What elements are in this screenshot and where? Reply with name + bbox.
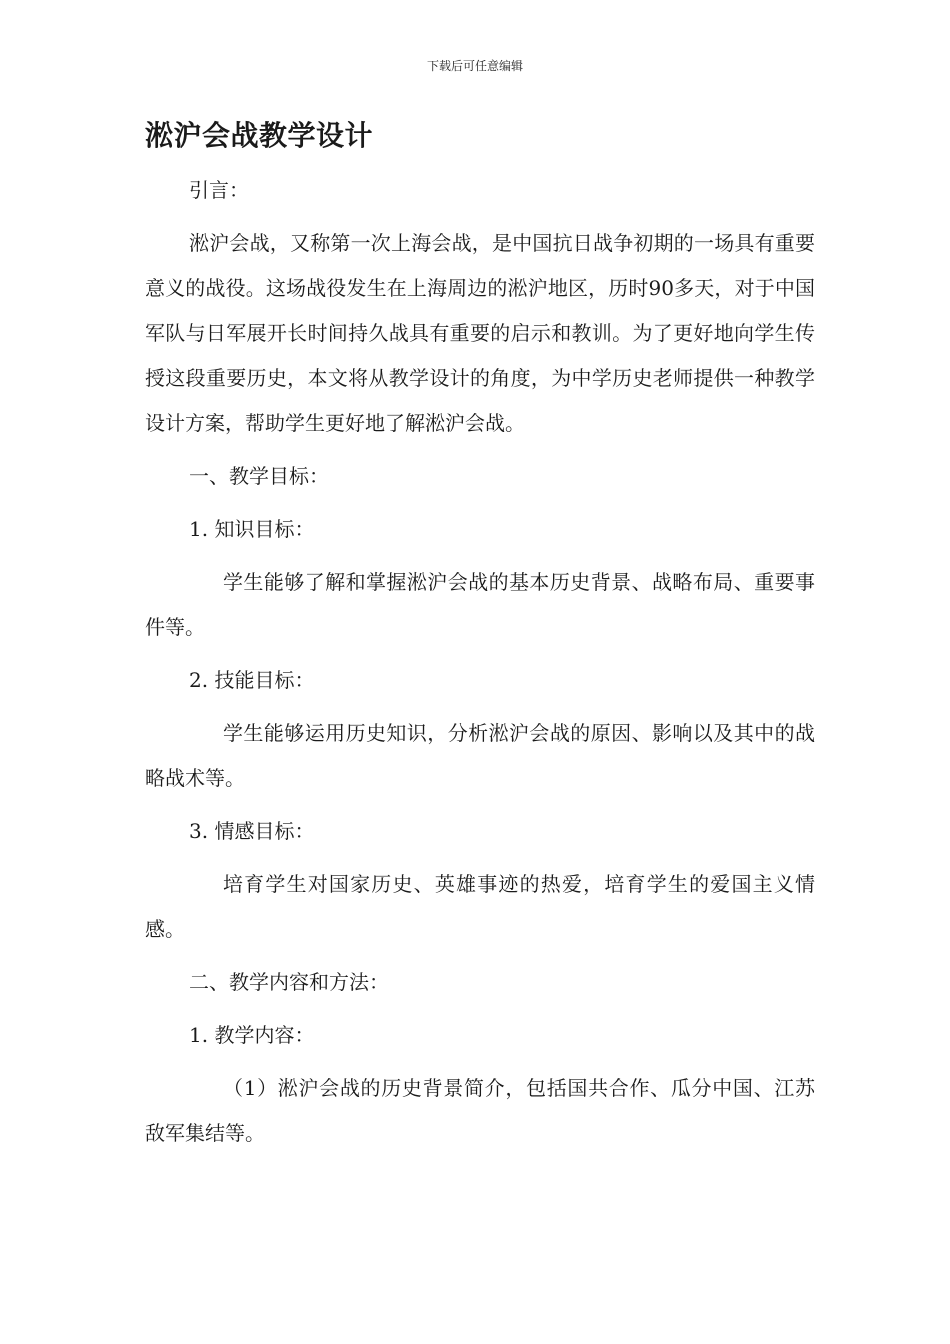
content-1-text: （1）淞沪会战的历史背景简介，包括国共合作、瓜分中国、江苏敌军集结等。 — [145, 1076, 815, 1145]
section2-heading: 二、教学内容和方法： — [189, 970, 389, 994]
objective-3-text: 培育学生对国家历史、英雄事迹的热爱，培育学生的爱国主义情感。 — [145, 872, 815, 941]
content-1-label: 1. 教学内容： — [189, 1023, 315, 1047]
intro-paragraph: 淞沪会战，又称第一次上海会战，是中国抗日战争初期的一场具有重要意义的战役。这场战役发生在上海周边的淞沪地区，历时90多天，对于中国军队与日军展开长时间持久战具有重要的启示和教训。为了更好地向学生传授这段重要历史，本文将从教学设计的角度，为中学历史老师提供一种教学设计方案，帮助学生更好地了解淞沪会战。 — [145, 231, 815, 435]
objective-2-text: 学生能够运用历史知识，分析淞沪会战的原因、影响以及其中的战略战术等。 — [145, 721, 815, 790]
document-title: 淞沪会战教学设计 — [145, 119, 374, 152]
intro-label: 引言： — [189, 178, 249, 202]
objective-1-text: 学生能够了解和掌握淞沪会战的基本历史背景、战略布局、重要事件等。 — [145, 570, 815, 639]
objective-1-label: 1. 知识目标： — [189, 517, 315, 541]
objective-3-label: 3. 情感目标： — [189, 819, 315, 843]
header-note: 下载后可任意编辑 — [426, 59, 523, 73]
objective-2-label: 2. 技能目标： — [189, 668, 315, 692]
section1-heading: 一、教学目标： — [189, 464, 329, 488]
document-body — [145, 168, 815, 1156]
